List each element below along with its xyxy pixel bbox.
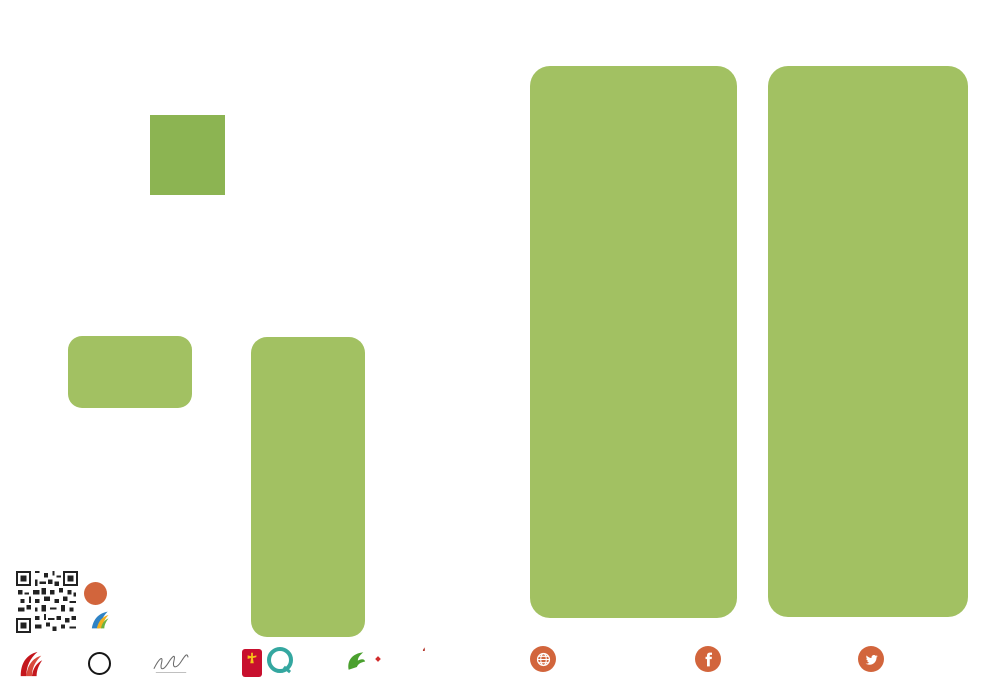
author-list bbox=[251, 337, 365, 637]
handwriting-icon bbox=[152, 650, 190, 678]
sponsor-occitanie-logo bbox=[242, 649, 262, 677]
facebook-icon bbox=[695, 646, 721, 672]
sponsor-lauzerte-logo bbox=[421, 647, 427, 658]
librairie-la-femme-renard-logo bbox=[84, 582, 112, 605]
festival-dates bbox=[68, 336, 192, 408]
sponsor-sofia-logo bbox=[15, 650, 44, 678]
fan-icon bbox=[91, 610, 111, 630]
sponsor-pays-de-serres-logo bbox=[267, 647, 296, 673]
facebook-link[interactable] bbox=[695, 646, 729, 672]
diamond-icon bbox=[375, 656, 381, 662]
twitter-link[interactable] bbox=[858, 646, 892, 672]
sponsor-credit-mutuel-logo bbox=[371, 657, 385, 662]
occitan-cross-icon bbox=[245, 651, 259, 665]
librairie-initial-icon bbox=[84, 582, 107, 605]
sunday-panel bbox=[768, 66, 968, 617]
sponsor-copie-privee-logo bbox=[88, 652, 114, 675]
q-ring-icon bbox=[267, 647, 293, 673]
mediatheque-logo bbox=[88, 610, 128, 628]
sofia-fan-icon bbox=[18, 650, 44, 678]
twitter-icon bbox=[858, 646, 884, 672]
website-link[interactable] bbox=[530, 646, 564, 672]
date-line bbox=[80, 345, 170, 366]
lauzerte-accent-icon: ❛ bbox=[421, 647, 425, 658]
sponsor-scribble-logo bbox=[152, 650, 190, 678]
festival-logo bbox=[150, 115, 225, 195]
sponsor-green-logo bbox=[345, 649, 367, 674]
qr-code[interactable] bbox=[16, 571, 78, 633]
saturday-panel bbox=[530, 66, 737, 618]
green-leaf-icon bbox=[345, 649, 367, 674]
cp-monogram-icon bbox=[88, 652, 111, 675]
globe-icon bbox=[530, 646, 556, 672]
date-line bbox=[80, 366, 170, 387]
